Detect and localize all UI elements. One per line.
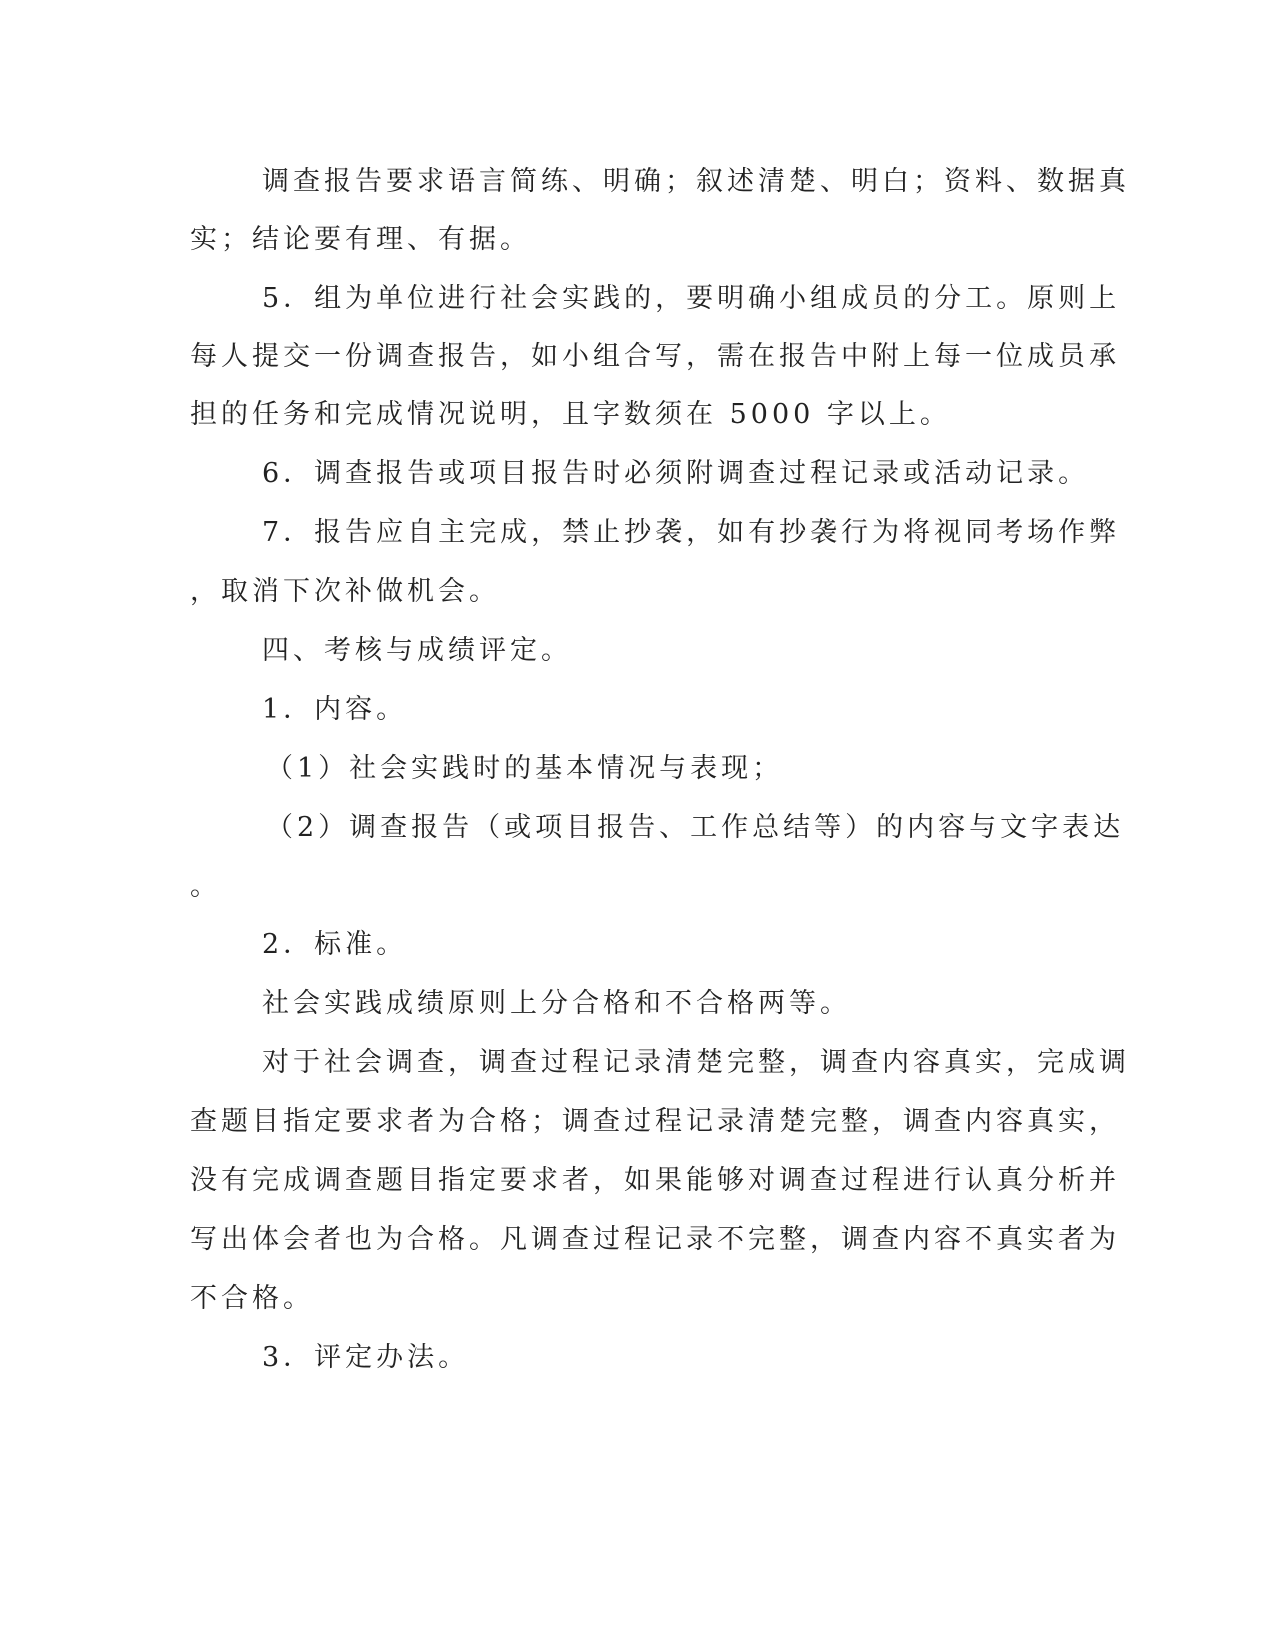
paragraph-line: 没有完成调查题目指定要求者，如果能够对调查过程进行认真分析并 [190, 1165, 1120, 1196]
paragraph-line: 7．报告应自主完成，禁止抄袭，如有抄袭行为将视同考场作弊 [262, 517, 1121, 548]
section-heading: 四、考核与成绩评定。 [262, 635, 572, 666]
subsection-heading: 1．内容。 [262, 694, 408, 725]
paragraph-line: 6．调查报告或项目报告时必须附调查过程记录或活动记录。 [262, 458, 1090, 489]
paragraph-line: 调查报告要求语言简练、明确；叙述清楚、明白；资料、数据真 [262, 166, 1130, 197]
list-item: （1）社会实践时的基本情况与表现； [266, 753, 784, 784]
paragraph-line: 查题目指定要求者为合格；调查过程记录清楚完整，调查内容真实， [190, 1106, 1120, 1137]
list-item: （2）调查报告（或项目报告、工作总结等）的内容与文字表达 [266, 812, 1125, 843]
paragraph-line: 不合格。 [190, 1283, 314, 1314]
paragraph-line: 5．组为单位进行社会实践的，要明确小组成员的分工。原则上 [262, 283, 1121, 314]
paragraph-line: 每人提交一份调查报告，如小组合写，需在报告中附上每一位成员承 [190, 341, 1120, 372]
paragraph-line: 实；结论要有理、有据。 [190, 224, 531, 255]
paragraph-line: 。 [190, 871, 221, 902]
subsection-heading: 2．标准。 [262, 929, 408, 960]
paragraph-line: 担的任务和完成情况说明，且字数须在 5000 字以上。 [190, 399, 951, 430]
subsection-heading: 3．评定办法。 [262, 1342, 470, 1373]
paragraph-line: 对于社会调查，调查过程记录清楚完整，调查内容真实，完成调 [262, 1047, 1130, 1078]
paragraph-line: ，取消下次补做机会。 [190, 576, 500, 607]
paragraph-line: 社会实践成绩原则上分合格和不合格两等。 [262, 988, 851, 1019]
paragraph-line: 写出体会者也为合格。凡调查过程记录不完整，调查内容不真实者为 [190, 1224, 1120, 1255]
